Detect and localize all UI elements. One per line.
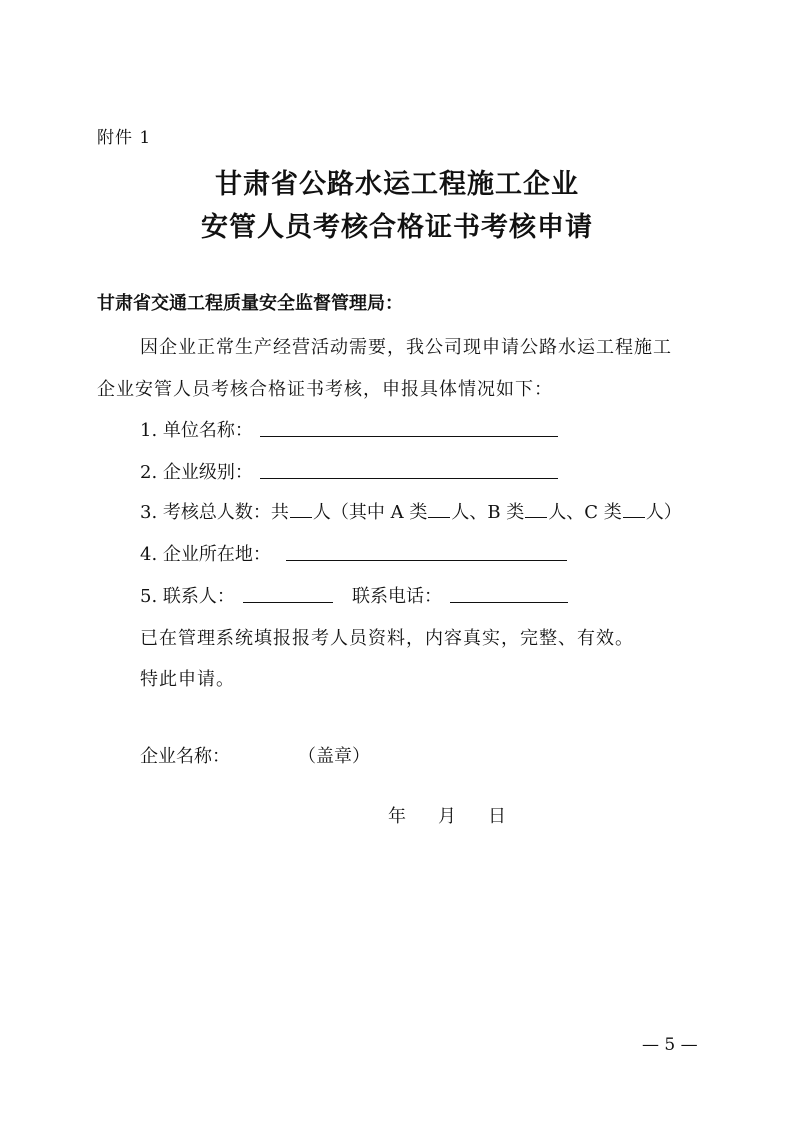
phone-blank [450,602,568,603]
recipient: 甘肃省交通工程质量安全监督管理局： [97,293,403,314]
contact-label: 5. 联系人： [140,586,235,607]
count-suffix: 人） [645,502,682,523]
seal-label: （盖章） [298,746,370,767]
count-a: 人（其中 A 类 [312,502,428,523]
unit-name-label: 1. 单位名称： [140,420,253,441]
page-number: — 5 — [642,1035,698,1055]
phone-label: 联系电话： [352,586,442,607]
intro-line2: 企业安管人员考核合格证书考核，申报具体情况如下： [97,379,553,400]
intro-line1: 因企业正常生产经营活动需要，我公司现申请公路水运工程施工 [140,337,672,358]
total-blank [290,501,312,518]
company-name-label: 企业名称： [140,746,230,767]
contact-blank [243,602,333,603]
document-title-line2: 安管人员考核合格证书考核申请 [201,212,593,243]
document-title-line1: 甘肃省公路水运工程施工企业 [215,169,579,200]
count-c: 人、C 类 [548,502,622,523]
attachment-label: 附件 1 [97,128,152,148]
unit-name-blank [260,436,558,437]
level-label: 2. 企业级别： [140,462,253,483]
date-year: 年 [388,806,406,827]
date-month: 月 [438,806,456,827]
location-label: 4. 企业所在地： [140,544,271,565]
level-blank [260,478,558,479]
count-prefix: 3. 考核总人数：共 [140,502,289,523]
a-blank [428,501,450,518]
c-blank [623,501,645,518]
date-day: 日 [488,806,506,827]
count-b: 人、B 类 [451,502,525,523]
statement: 已在管理系统填报报考人员资料，内容真实，完整、有效。 [140,628,634,649]
count-row [140,498,682,524]
location-blank [286,560,567,561]
closing: 特此申请。 [140,669,235,690]
b-blank [525,501,547,518]
